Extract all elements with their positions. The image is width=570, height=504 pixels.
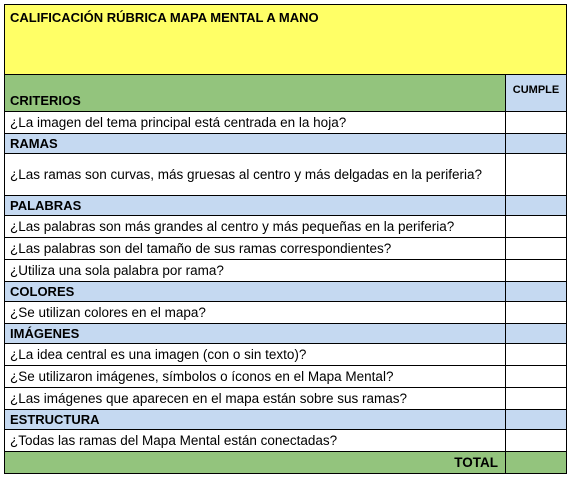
section-heading: COLORES — [5, 282, 506, 302]
header-row — [5, 75, 567, 112]
question-text: ¿La idea central es una imagen (con o sin texto)? — [5, 344, 506, 366]
total-label: TOTAL — [5, 452, 506, 474]
section-row-ramas — [5, 134, 567, 154]
question-text: ¿Las ramas son curvas, más gruesas al centro y más delgadas en la periferia? — [5, 154, 506, 196]
section-row-palabras — [5, 196, 567, 216]
question-row — [5, 344, 567, 366]
question-text: ¿Todas las ramas del Mapa Mental están conectadas? — [5, 430, 506, 452]
question-row — [5, 302, 567, 324]
total-value-cell[interactable] — [506, 452, 567, 474]
check-cell[interactable] — [506, 302, 567, 324]
section-row-colores — [5, 282, 567, 302]
section-heading: RAMAS — [5, 134, 506, 154]
check-cell[interactable] — [506, 238, 567, 260]
section-check-blank — [506, 134, 567, 154]
question-row — [5, 430, 567, 452]
question-row-intro — [5, 112, 567, 134]
question-row — [5, 238, 567, 260]
question-text: ¿Las palabras son del tamaño de sus ramas correspondientes? — [5, 238, 506, 260]
check-cell[interactable] — [506, 430, 567, 452]
question-row — [5, 260, 567, 282]
question-text: ¿Se utilizan colores en el mapa? — [5, 302, 506, 324]
check-cell[interactable] — [506, 112, 567, 134]
check-cell[interactable] — [506, 344, 567, 366]
section-heading: PALABRAS — [5, 196, 506, 216]
section-check-blank — [506, 282, 567, 302]
question-row — [5, 154, 567, 196]
rubric-table — [4, 4, 567, 474]
rubric-title: CALIFICACIÓN RÚBRICA MAPA MENTAL A MANO — [5, 5, 567, 75]
section-heading: IMÁGENES — [5, 324, 506, 344]
check-cell[interactable] — [506, 366, 567, 388]
question-text: ¿Las palabras son más grandes al centro y más pequeñas en la periferia? — [5, 216, 506, 238]
question-row — [5, 366, 567, 388]
question-row — [5, 388, 567, 410]
check-cell[interactable] — [506, 216, 567, 238]
section-row-imagenes — [5, 324, 567, 344]
question-text: ¿La imagen del tema principal está centrada en la hoja? — [5, 112, 506, 134]
check-header: CUMPLE — [506, 75, 567, 112]
rubric-container — [4, 4, 566, 474]
check-cell[interactable] — [506, 154, 567, 196]
rubric-body — [5, 5, 567, 474]
section-check-blank — [506, 324, 567, 344]
check-cell[interactable] — [506, 388, 567, 410]
title-row — [5, 5, 567, 75]
section-check-blank — [506, 410, 567, 430]
total-row — [5, 452, 567, 474]
criteria-header: CRITERIOS — [5, 75, 506, 112]
section-row-estructura — [5, 410, 567, 430]
question-text: ¿Utiliza una sola palabra por rama? — [5, 260, 506, 282]
question-row — [5, 216, 567, 238]
section-heading: ESTRUCTURA — [5, 410, 506, 430]
section-check-blank — [506, 196, 567, 216]
question-text: ¿Las imágenes que aparecen en el mapa están sobre sus ramas? — [5, 388, 506, 410]
question-text: ¿Se utilizaron imágenes, símbolos o íconos en el Mapa Mental? — [5, 366, 506, 388]
check-cell[interactable] — [506, 260, 567, 282]
